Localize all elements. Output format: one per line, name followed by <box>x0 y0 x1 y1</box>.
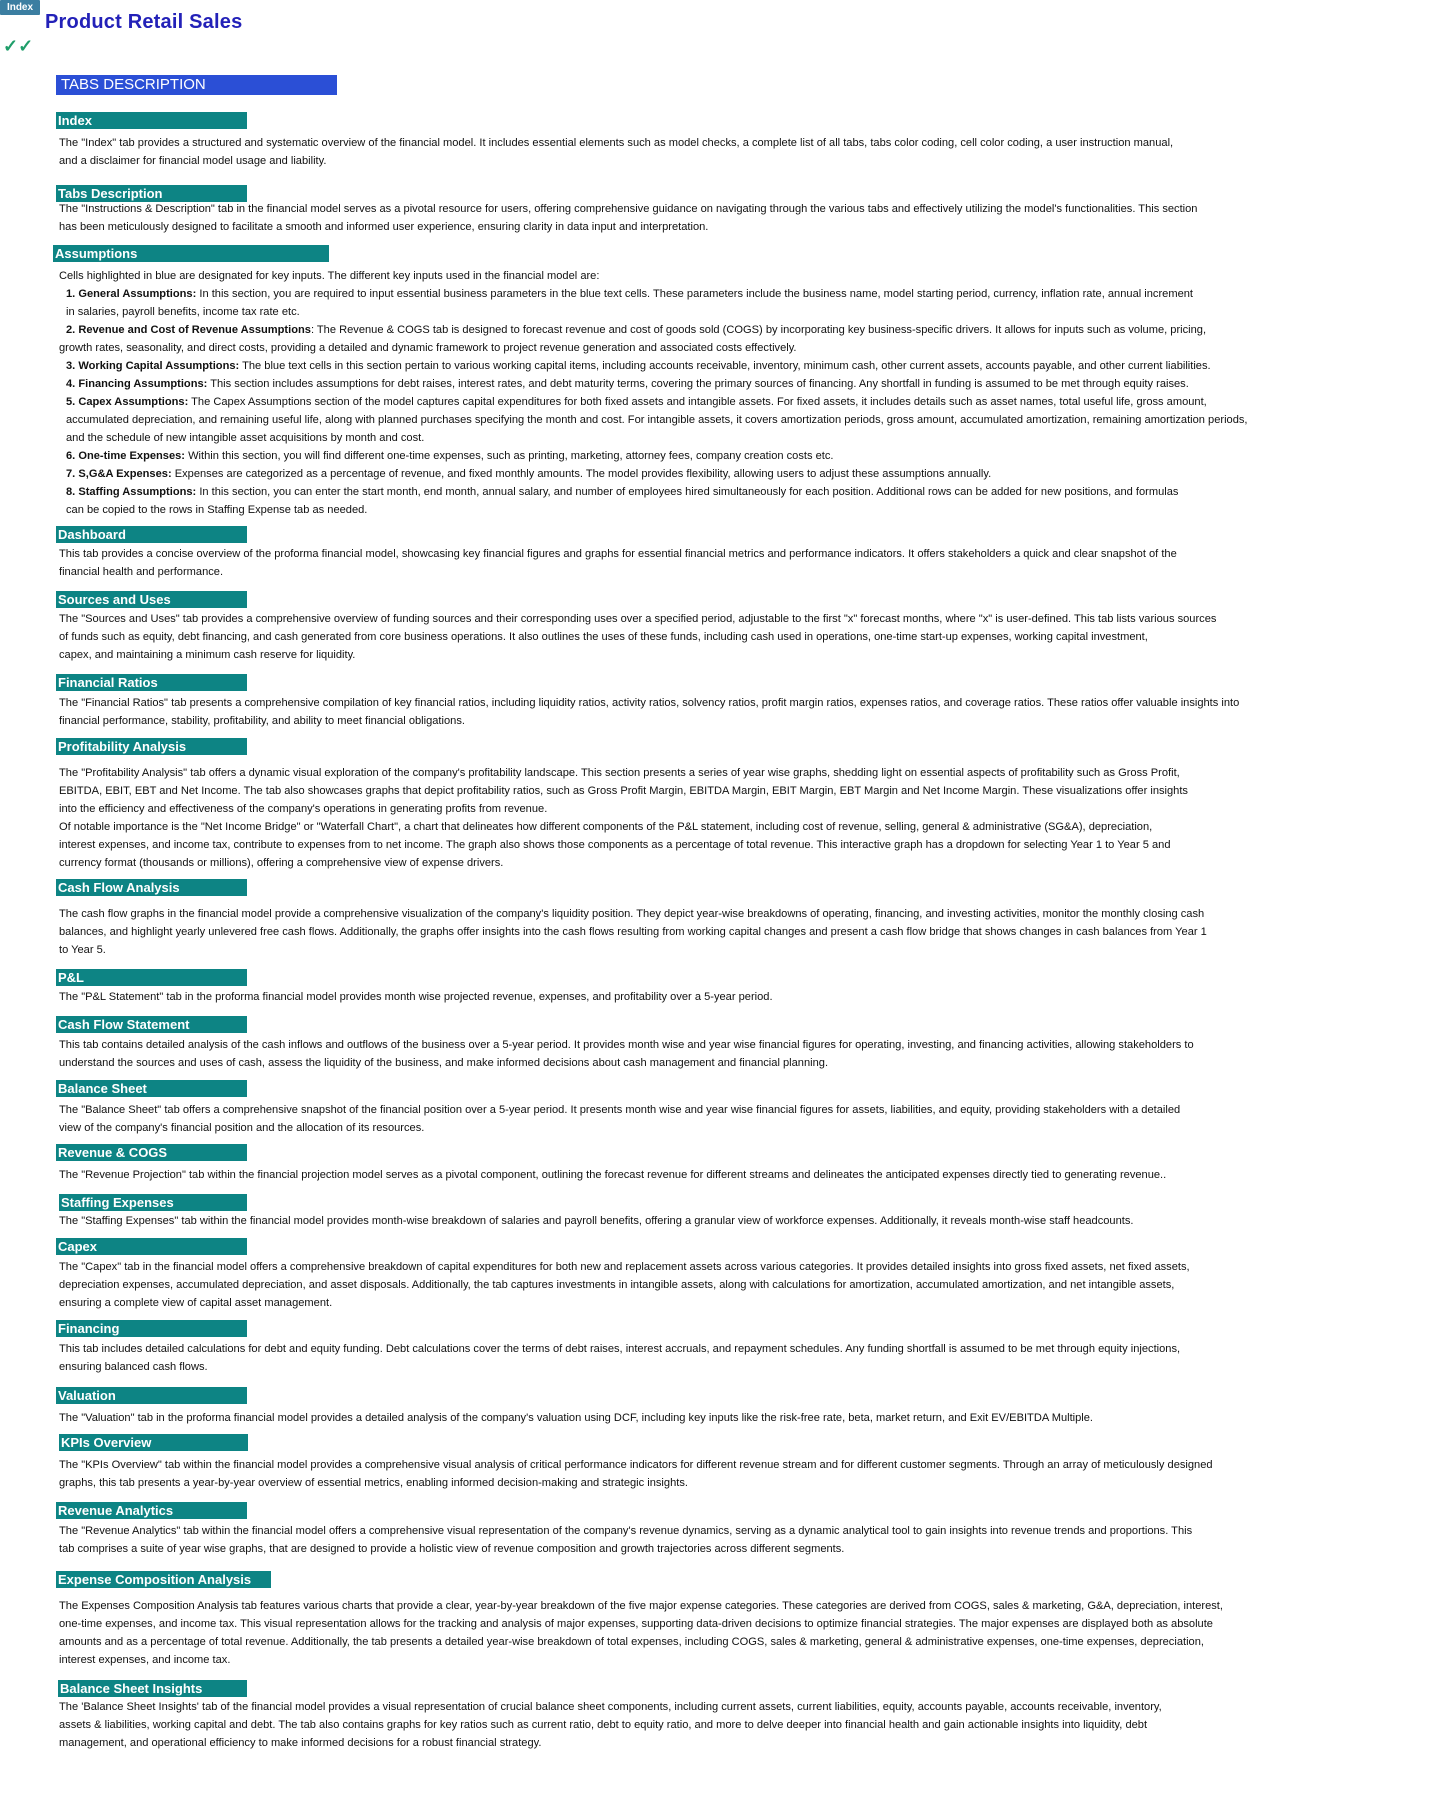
tab-description-sources-and-uses: The "Sources and Uses" tab provides a comprehensive overview of funding sources and their corresponding uses over a specified period, adjustable to the first "x" forecast months, where "x" is user-defined. This tab lists various sources of funds such as equity, debt financing, and cash generated from core business operations. It also outlines the uses of these funds, including cash used in operations, one-time start-up expenses, working capital investment, capex, and maintaining a minimum cash reserve for liquidity. <box>59 613 1217 661</box>
tab-description-cash-flow-analysis: The cash flow graphs in the financial model provide a comprehensive visualization of the company's liquidity position. They depict year-wise breakdowns of operating, financing, and investing activities, monitor the monthly closing cash balances, and highlight yearly unlevered free cash flows. Additionally, the graphs offer insights into the cash flows resulting from working capital changes and present a cash flow bridge that shows changes in cash balances from Year 1 to Year 5. <box>59 908 1207 956</box>
section-banner: TABS DESCRIPTION <box>56 75 337 95</box>
tab-description-index: The "Index" tab provides a structured and systematic overview of the financial model. It includes essential elements such as model checks, a complete list of all tabs, tabs color coding, cell color coding, a user instruction manual, and a disclaimer for financial model usage and liability. <box>59 137 1174 167</box>
tab-heading-dashboard: Dashboard <box>56 526 247 543</box>
tab-description-financing: This tab includes detailed calculations for debt and equity funding. Debt calculations cover the terms of debt raises, interest accruals, and repayment schedules. Any funding shortfall is assumed to be met through equity injections, ensuring balanced cash flows. <box>59 1343 1181 1373</box>
tab-heading-financing: Financing <box>56 1320 247 1337</box>
tab-heading-pnl: P&L <box>56 969 247 986</box>
tab-heading-assumptions: Assumptions <box>53 245 329 262</box>
tab-description-revenue-analytics: The "Revenue Analytics" tab within the financial model offers a comprehensive visual representation of the company's revenue dynamics, serving as a dynamic analytical tool to gain insights into revenue trends and proportions. This tab comprises a suite of year wise graphs, that are designed to provide a holistic view of revenue composition and growth trajectories across different segments. <box>59 1525 1193 1555</box>
tab-heading-valuation: Valuation <box>56 1387 247 1404</box>
tab-description-valuation: The "Valuation" tab in the proforma financial model provides a detailed analysis of the company's valuation using DCF, including key inputs like the risk-free rate, beta, market return, and Exit EV/EBITDA Multiple. <box>59 1412 1094 1424</box>
tab-description-balance-sheet-insights: The 'Balance Sheet Insights' tab of the financial model provides a visual representation of crucial balance sheet components, including current assets, current liabilities, equity, accounts payable, accounts receivable, inventory, assets & liabilities, working capital and debt. The tab also contains graphs for key ratios such as current ratio, debt to equity ratio, and more to delve deeper into financial health and gain actionable insights into liquidity, debt management, and operational efficiency to make informed decisions for a robust financial strategy. <box>59 1701 1162 1749</box>
index-button[interactable]: Index <box>0 0 40 15</box>
tab-description-pnl: The "P&L Statement" tab in the proforma financial model provides month wise projected revenue, expenses, and profitability over a 5-year period. <box>59 991 773 1003</box>
tab-description-assumptions: Cells highlighted in blue are designated for key inputs. The different key inputs used in the financial model are: 1. General Assumptions: In this section, you are required to input essential business parameters in the blue text cells. These parameters include the business name, model starting period, currency, inflation rate, annual increment in salaries, payroll benefits, income tax rate etc. 2. Revenue and Cost of Revenue Assumptions: The Revenue & COGS tab is designed to forecast revenue and cost of goods sold (COGS) by incorporating key business-specific drivers. It allows for inputs such as volume, pricing, growth rates, seasonality, and direct costs, providing a detailed and dynamic framework to project revenue generation and associated costs effectively. 3. Working Capital Assumptions: The blue text cells in this section pertain to various working capital items, including accounts receivable, inventory, minimum cash, other current assets, accounts payable, and other current liabilities. 4. Financing Assumptions: This section includes assumptions for debt raises, interest rates, and debt maturity terms, covering the primary sources of financing. Any shortfall in funding is assumed to be met through equity raises. 5. Capex Assumptions: The Capex Assumptions section of the model captures capital expenditures for both fixed assets and intangible assets. For fixed assets, it includes details such as asset names, total useful life, gross amount, accumulated depreciation, and remaining useful life, along with planned purchases specifying the month and cost. For intangible assets, it covers amortization periods, gross amount, accumulated amortization, remaining amortization periods, and the schedule of new intangible asset acquisitions by month and cost. 6. One-time Expenses: Within this section, you will find different one-time expenses, such as printing, marketing, attorney fees, company creation costs etc. 7. S,G&A Expenses: Expenses are categorized as a percentage of revenue, and fixed monthly amounts. The model provides flexibility, allowing users to adjust these assumptions annually. 8. Staffing Assumptions: In this section, you can enter the start month, end month, annual salary, and number of employees hired simultaneously for each position. Additional rows can be added for new positions, and formulas can be copied to the rows in Staffing Expense tab as needed. <box>59 270 1248 516</box>
tab-description-tabs-description: The "Instructions & Description" tab in the financial model serves as a pivotal resource for users, offering comprehensive guidance on navigating through the various tabs and effectively utilizing the model's functionalities. This section has been meticulously designed to facilitate a smooth and informed user experience, ensuring clarity in data input and interpretation. <box>59 203 1198 233</box>
tab-heading-tabs-description: Tabs Description <box>56 185 247 202</box>
tab-description-balance-sheet: The "Balance Sheet" tab offers a comprehensive snapshot of the financial position over a 5-year period. It presents month wise and year wise financial figures for assets, liabilities, and equity, providing stakeholders with a detailed view of the company's financial position and the allocation of its resources. <box>59 1104 1181 1134</box>
tab-description-capex: The "Capex" tab in the financial model offers a comprehensive breakdown of capital expenditures for both new and replacement assets across various categories. It provides detailed insights into gross fixed assets, net fixed assets, depreciation expenses, accumulated depreciation, and asset disposals. Additionally, the tab captures investments in intangible assets, along with calculations for amortization, accumulated amortization, and net intangible assets, ensuring a complete view of capital asset management. <box>59 1261 1190 1309</box>
tab-heading-profitability-analysis: Profitability Analysis <box>56 738 247 755</box>
tab-heading-expense-composition-analysis: Expense Composition Analysis <box>56 1571 271 1588</box>
tab-heading-staffing-expenses: Staffing Expenses <box>59 1194 247 1211</box>
tab-description-cash-flow-statement: This tab contains detailed analysis of the cash inflows and outflows of the business over a 5-year period. It provides month wise and year wise financial figures for operating, investing, and financing activities, allowing stakeholders to understand the sources and uses of cash, assess the liquidity of the business, and make informed decisions about cash management and financial planning. <box>59 1039 1194 1069</box>
tab-heading-revenue-analytics: Revenue Analytics <box>56 1502 247 1519</box>
tab-heading-financial-ratios: Financial Ratios <box>56 674 247 691</box>
tab-description-expense-composition-analysis: The Expenses Composition Analysis tab features various charts that provide a clear, year-by-year breakdown of the five major expense categories. These categories are derived from COGS, sales & marketing, G&A, depreciation, interest, one-time expenses, and income tax. This visual representation allows for the tracking and analysis of major expenses, supporting data-driven decisions to optimize financial strategies. The major expenses are displayed both as absolute amounts and as a percentage of total revenue. Additionally, the tab presents a detailed year-wise breakdown of total expenses, including COGS, sales & marketing, general & administrative expenses, one-time expenses, depreciation, interest expenses, and income tax. <box>59 1600 1223 1666</box>
tab-heading-index: Index <box>56 112 247 129</box>
tab-heading-kpis-overview: KPIs Overview <box>59 1434 248 1451</box>
tab-heading-cash-flow-statement: Cash Flow Statement <box>56 1016 247 1033</box>
tab-heading-revenue-cogs: Revenue & COGS <box>56 1144 247 1161</box>
tab-heading-balance-sheet: Balance Sheet <box>56 1080 247 1097</box>
tab-description-financial-ratios: The "Financial Ratios" tab presents a comprehensive compilation of key financial ratios, including liquidity ratios, activity ratios, solvency ratios, profit margin ratios, expenses ratios, and coverage ratios. These ratios offer valuable insights into financial performance, stability, profitability, and ability to meet financial obligations. <box>59 697 1240 727</box>
tab-description-revenue-cogs: The "Revenue Projection" tab within the financial projection model serves as a pivotal component, outlining the forecast revenue for different streams and delineates the anticipated expenses directly tied to generating revenue.. <box>59 1169 1167 1181</box>
check-icon: ✓✓ <box>3 36 34 56</box>
tab-heading-sources-and-uses: Sources and Uses <box>56 591 247 608</box>
tab-description-profitability-analysis: The "Profitability Analysis" tab offers a dynamic visual exploration of the company's profitability landscape. This section presents a series of year wise graphs, shedding light on essential aspects of profitability such as Gross Profit, EBITDA, EBIT, EBT and Net Income. The tab also showcases graphs that depict profitability ratios, such as Gross Profit Margin, EBITDA Margin, EBIT Margin, EBT Margin and Net Income Margin. These visualizations offer insights into the efficiency and effectiveness of the company's operations in generating profits from revenue. Of notable importance is the "Net Income Bridge" or "Waterfall Chart", a chart that delineates how different components of the P&L statement, including cost of revenue, selling, general & administrative (SG&A), depreciation, interest expenses, and income tax, contribute to expenses from to net income. The graph also shows those components as a percentage of total revenue. This interactive graph has a dropdown for selecting Year 1 to Year 5 and currency format (thousands or millions), offering a comprehensive view of expense drivers. <box>59 767 1188 869</box>
tab-heading-balance-sheet-insights: Balance Sheet Insights <box>58 1680 247 1697</box>
tab-description-dashboard: This tab provides a concise overview of the proforma financial model, showcasing key financial figures and graphs for essential financial metrics and performance indicators. It offers stakeholders a quick and clear snapshot of the financial health and performance. <box>59 548 1177 578</box>
tab-heading-cash-flow-analysis: Cash Flow Analysis <box>56 879 247 896</box>
tab-description-kpis-overview: The "KPIs Overview" tab within the financial model provides a comprehensive visual analysis of critical performance indicators for different revenue stream and for different customer segments. Through an array of meticulously designed graphs, this tab presents a year-by-year overview of essential metrics, enabling informed decision-making and strategic insights. <box>59 1459 1213 1489</box>
page-title: Product Retail Sales <box>45 11 243 33</box>
tab-heading-capex: Capex <box>56 1238 247 1255</box>
tab-description-staffing-expenses: The "Staffing Expenses" tab within the financial model provides month-wise breakdown of salaries and payroll benefits, offering a granular view of workforce expenses. Additionally, it reveals month-wise staff headcounts. <box>59 1215 1134 1227</box>
